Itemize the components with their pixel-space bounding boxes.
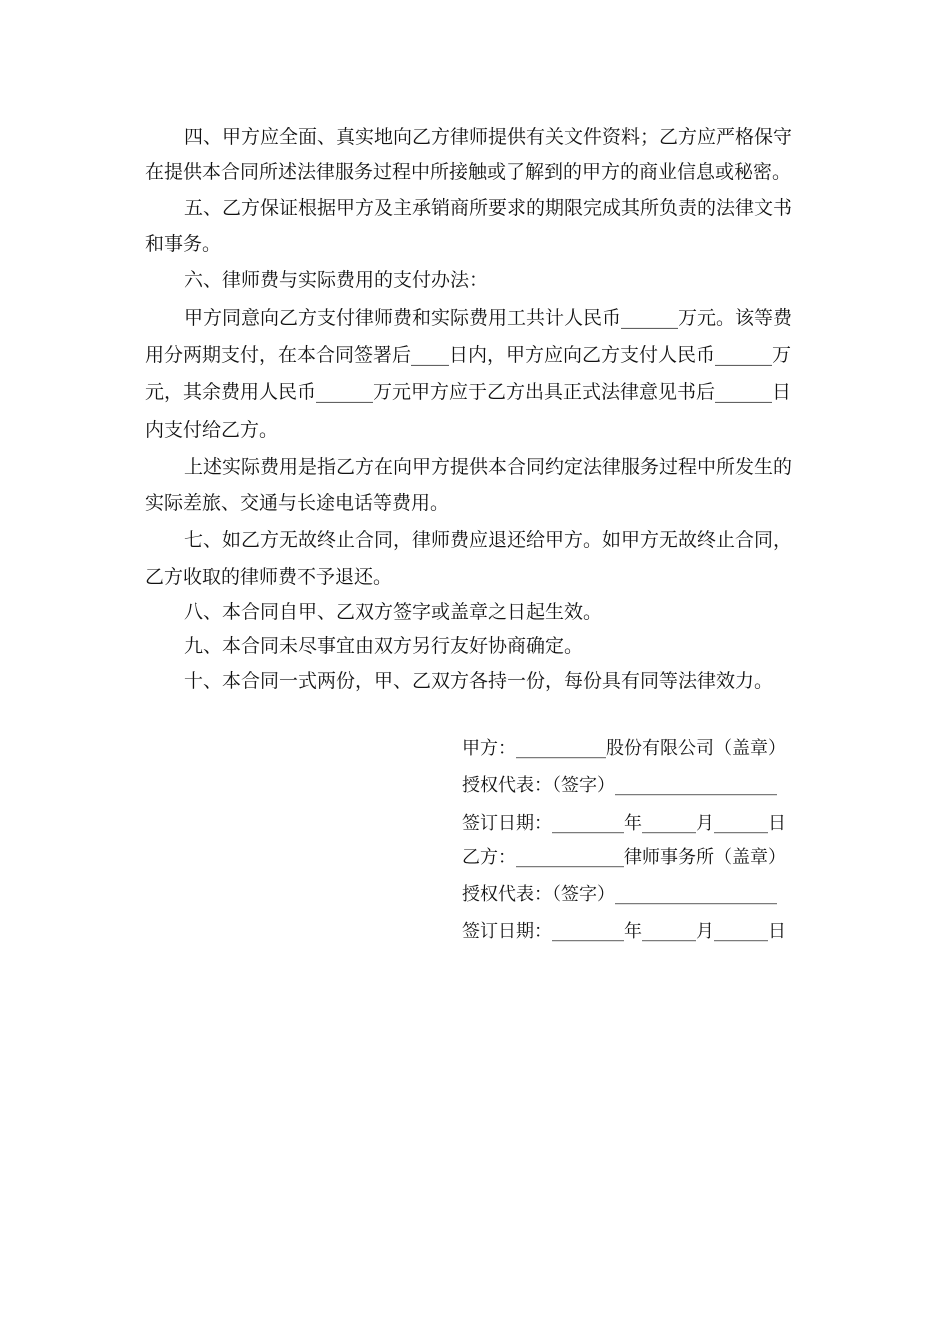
expense-def-line-1: 上述实际费用是指乙方在向甲方提供本合同约定法律服务过程中所发生的 <box>184 456 793 478</box>
clause-9: 九、本合同未尽事宜由双方另行友好协商确定。 <box>184 635 584 657</box>
party-b-representative-line: 授权代表：（签字）__________________ <box>462 884 777 905</box>
party-b-line: 乙方：____________律师事务所（盖章） <box>462 847 786 868</box>
clause-4-line-2: 在提供本合同所述法律服务过程中所接触或了解到的甲方的商业信息或秘密。 <box>145 161 792 183</box>
clause-4-line-1: 四、甲方应全面、真实地向乙方律师提供有关文件资料；乙方应严格保守 <box>184 126 793 148</box>
clause-5-line-1: 五、乙方保证根据甲方及主承销商所要求的期限完成其所负责的法律文书 <box>184 197 793 219</box>
clause-6-heading: 六、律师费与实际费用的支付办法： <box>184 269 489 291</box>
expense-def-line-2: 实际差旅、交通与长途电话等费用。 <box>145 492 450 514</box>
party-a-representative-line: 授权代表：（签字）__________________ <box>462 775 777 796</box>
clause-7-line-2: 乙方收取的律师费不予退还。 <box>145 566 393 588</box>
party-a-line: 甲方：__________股份有限公司（盖章） <box>462 738 786 759</box>
clause-6-line-1: 甲方同意向乙方支付律师费和实际费用工共计人民币______万元。该等费 <box>184 307 793 329</box>
clause-7-line-1: 七、如乙方无故终止合同，律师费应退还给甲方。如甲方无故终止合同， <box>184 529 793 551</box>
clause-6-line-2: 用分两期支付，在本合同签署后____日内，甲方应向乙方支付人民币______万 <box>145 344 792 366</box>
clause-6-line-4: 内支付给乙方。 <box>145 419 279 441</box>
party-b-date-line: 签订日期：________年______月______日 <box>462 921 786 942</box>
clause-6-line-3: 元，其余费用人民币______万元甲方应于乙方出具正式法律意见书后______日 <box>145 381 792 403</box>
clause-8: 八、本合同自甲、乙双方签字或盖章之日起生效。 <box>184 601 603 623</box>
clause-5-line-2: 和事务。 <box>145 233 222 255</box>
clause-10: 十、本合同一式两份，甲、乙双方各持一份，每份具有同等法律效力。 <box>184 670 774 692</box>
party-a-date-line: 签订日期：________年______月______日 <box>462 813 786 834</box>
